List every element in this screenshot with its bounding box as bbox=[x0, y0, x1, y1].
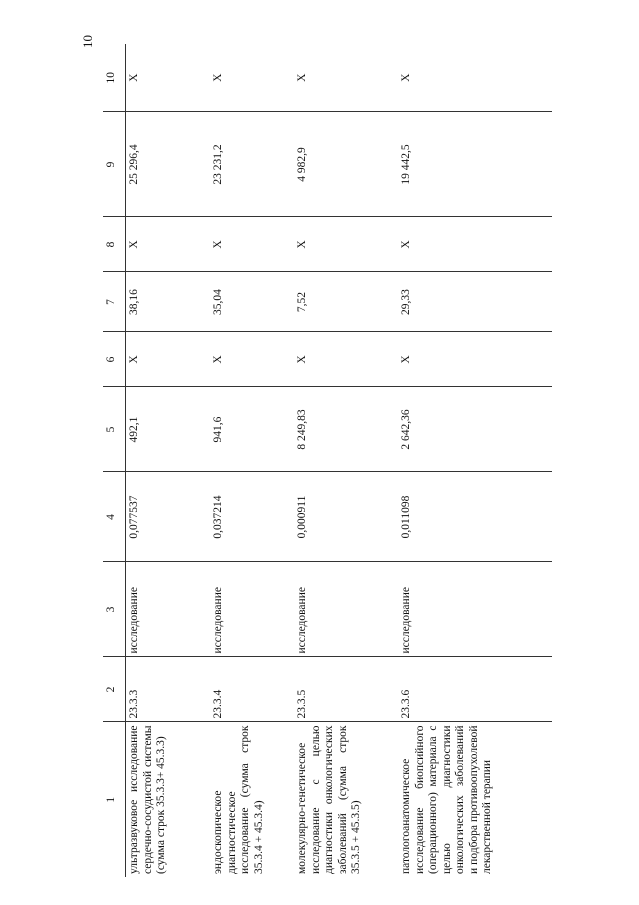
row-value-10: Х bbox=[294, 44, 398, 112]
row-code: 23.3.6 bbox=[398, 657, 552, 722]
row-value-9: 25 296,4 bbox=[126, 112, 211, 217]
row-value-5: 2 642,36 bbox=[398, 387, 552, 472]
table-container bbox=[103, 44, 563, 877]
table-row bbox=[398, 44, 552, 877]
row-value-7: 29,33 bbox=[398, 272, 552, 332]
row-value-6: Х bbox=[294, 332, 398, 387]
col-header-9: 9 bbox=[103, 112, 126, 217]
row-code: 23.3.5 bbox=[294, 657, 398, 722]
row-value-4: 0,077537 bbox=[126, 472, 211, 562]
row-code: 23.3.4 bbox=[210, 657, 294, 722]
row-value-8: Х bbox=[210, 217, 294, 272]
col-header-8: 8 bbox=[103, 217, 126, 272]
col-header-2: 2 bbox=[103, 657, 126, 722]
row-value-10: Х bbox=[210, 44, 294, 112]
row-code: 23.3.3 bbox=[126, 657, 211, 722]
row-value-6: Х bbox=[398, 332, 552, 387]
row-value-7: 35,04 bbox=[210, 272, 294, 332]
row-value-6: Х bbox=[210, 332, 294, 387]
row-value-4: 0,000911 bbox=[294, 472, 398, 562]
col-header-3: 3 bbox=[103, 562, 126, 657]
row-value-6: Х bbox=[126, 332, 211, 387]
row-name: эндоскопическое диагностическое исследование (сумма строк 35.3.4 + 45.3.4) bbox=[212, 725, 265, 874]
row-value-8: Х bbox=[126, 217, 211, 272]
table-row bbox=[126, 44, 211, 877]
col-header-7: 7 bbox=[103, 272, 126, 332]
row-value-10: Х bbox=[126, 44, 211, 112]
row-value-8: Х bbox=[294, 217, 398, 272]
row-value-4: 0,011098 bbox=[398, 472, 552, 562]
row-name: молекулярно-генетическое исследование с целью диагностики онкологических заболеваний (сумма строк 35.3.5 + 45.3.5) bbox=[296, 725, 363, 874]
row-value-5: 8 249,83 bbox=[294, 387, 398, 472]
row-unit: исследование bbox=[126, 562, 211, 657]
header-row bbox=[103, 44, 126, 877]
col-header-1: 1 bbox=[103, 722, 126, 877]
col-header-6: 6 bbox=[103, 332, 126, 387]
row-value-7: 38,16 bbox=[126, 272, 211, 332]
col-header-4: 4 bbox=[103, 472, 126, 562]
row-value-5: 941,6 bbox=[210, 387, 294, 472]
row-value-9: 23 231,2 bbox=[210, 112, 294, 217]
row-value-9: 19 442,5 bbox=[398, 112, 552, 217]
table-row bbox=[210, 44, 294, 877]
col-header-10: 10 bbox=[103, 44, 126, 112]
data-table bbox=[103, 44, 552, 877]
row-value-7: 7,52 bbox=[294, 272, 398, 332]
row-value-8: Х bbox=[398, 217, 552, 272]
row-value-4: 0,037214 bbox=[210, 472, 294, 562]
row-unit: исследование bbox=[294, 562, 398, 657]
row-unit: исследование bbox=[210, 562, 294, 657]
row-value-5: 492,1 bbox=[126, 387, 211, 472]
row-value-10: Х bbox=[398, 44, 552, 112]
row-unit: исследование bbox=[398, 562, 552, 657]
row-name: ультразвуковое исследование сердечно-сосудистой системы (сумма строк 35.3.3+ 45.3.3) bbox=[128, 725, 168, 874]
row-value-9: 4 982,9 bbox=[294, 112, 398, 217]
row-name: патологоанатомическое исследование биопсийного (операционного) материала с целью диагностики онкологических заболеваний и подбора противоопухолевой лекарственной терапии bbox=[400, 725, 494, 874]
page-number: 10 bbox=[80, 35, 95, 48]
col-header-5: 5 bbox=[103, 387, 126, 472]
table-row bbox=[294, 44, 398, 877]
